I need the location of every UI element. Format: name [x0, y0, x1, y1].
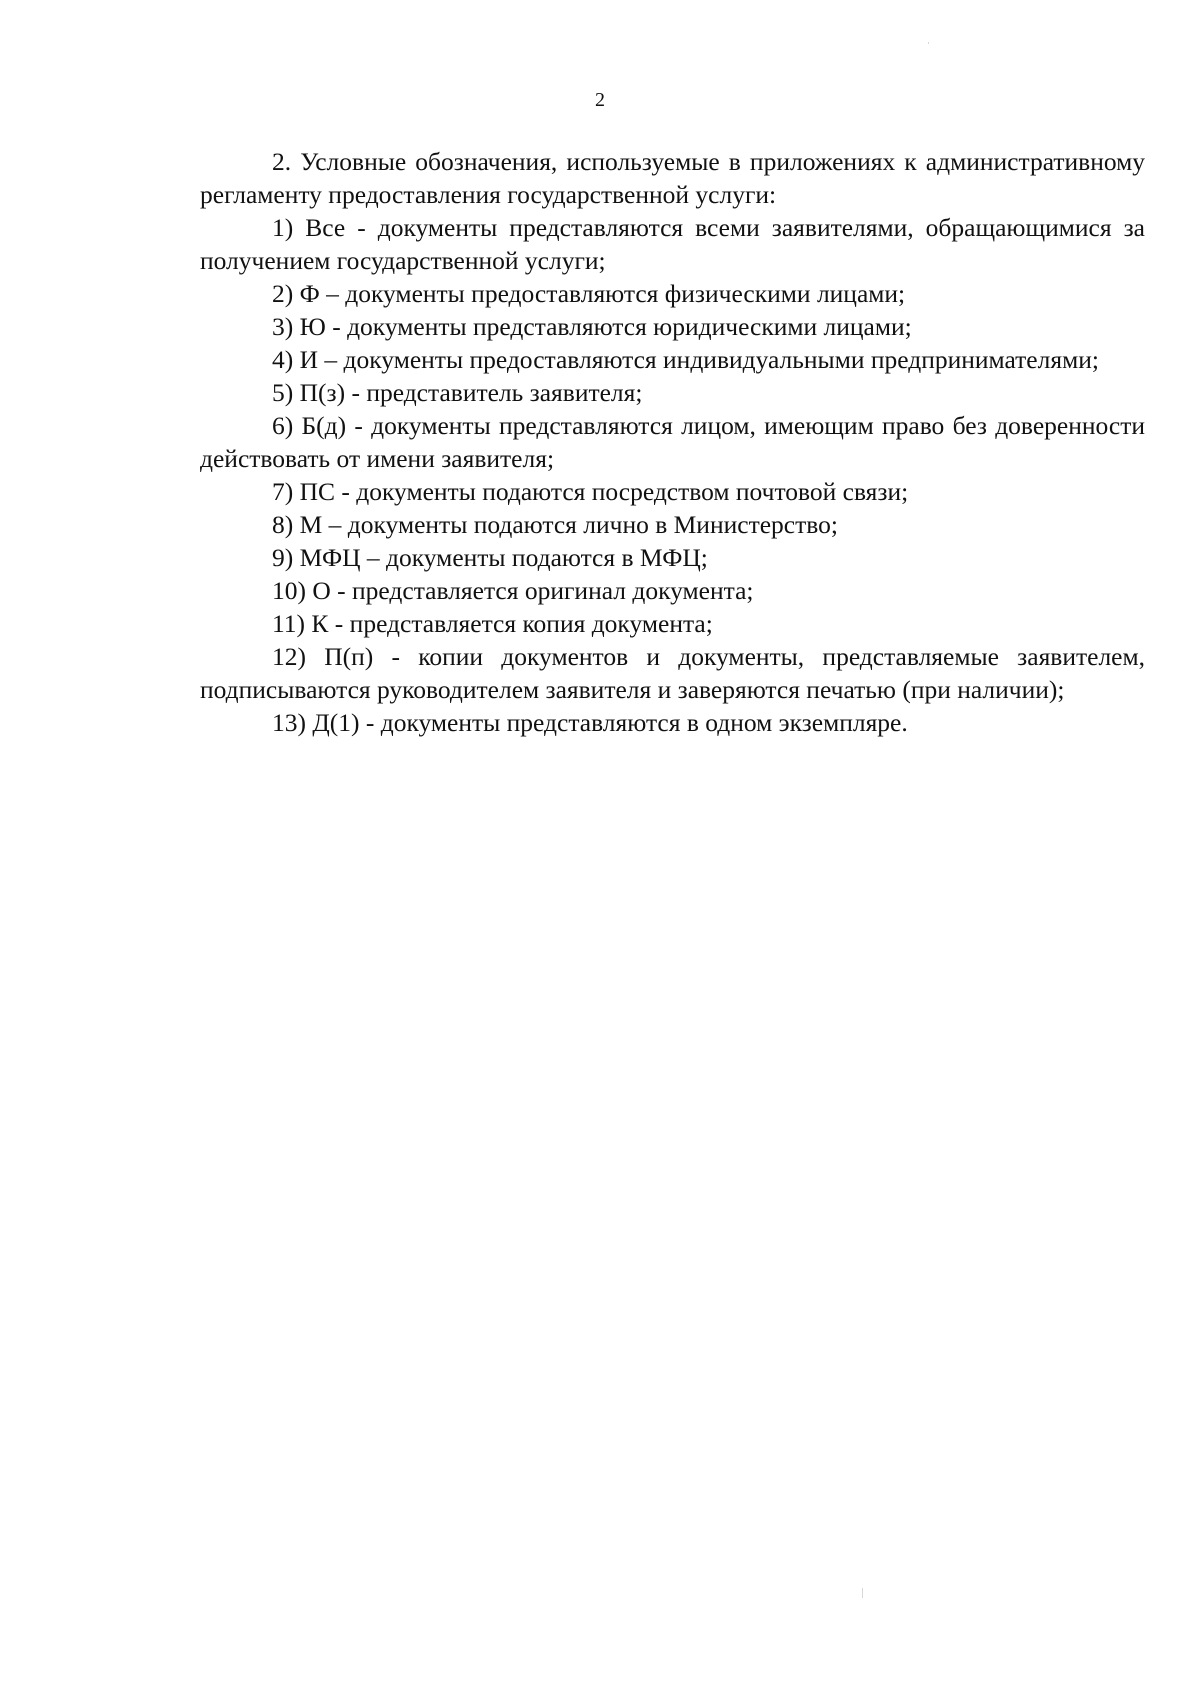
scan-artifact-top-right — [928, 42, 929, 44]
legend-item-1: 1) Все - документы представляются всеми заявителями, обращающимися за получением государственной услуги; — [200, 213, 1145, 275]
legend-item-11: 11) К - представляется копия документа; — [272, 609, 713, 638]
legend-item-6: 6) Б(д) - документы представляются лицом, имеющим право без доверенности действовать от имени заявителя; — [200, 411, 1145, 473]
legend-item-13: 13) Д(1) - документы представляются в одном экземпляре. — [272, 708, 908, 737]
legend-item-8: 8) М – документы подаются лично в Министерство; — [272, 510, 838, 539]
legend-item-2: 2) Ф – документы предоставляются физическими лицами; — [272, 279, 906, 308]
page-number: 2 — [595, 89, 605, 111]
legend-item-7: 7) ПС - документы подаются посредством почтовой связи; — [272, 477, 909, 506]
legend-item-12: 12) П(п) - копии документов и документы, представляемые заявителем, подписываются руководителем заявителя и заверяются печатью (при наличии); — [200, 642, 1145, 704]
legend-item-10: 10) О - представляется оригинал документа; — [272, 576, 754, 605]
legend-item-4: 4) И – документы предоставляются индивидуальными предпринимателями; — [272, 345, 1099, 374]
legend-item-9: 9) МФЦ – документы подаются в МФЦ; — [272, 543, 708, 572]
scan-artifact-bottom-right — [862, 1588, 863, 1598]
legend-intro: 2. Условные обозначения, используемые в приложениях к административному регламенту предоставления государственной услуги: — [200, 147, 1145, 209]
legend-item-5: 5) П(з) - представитель заявителя; — [272, 378, 643, 407]
legend-body — [200, 145, 1145, 739]
legend-item-3: 3) Ю - документы представляются юридическими лицами; — [272, 312, 912, 341]
